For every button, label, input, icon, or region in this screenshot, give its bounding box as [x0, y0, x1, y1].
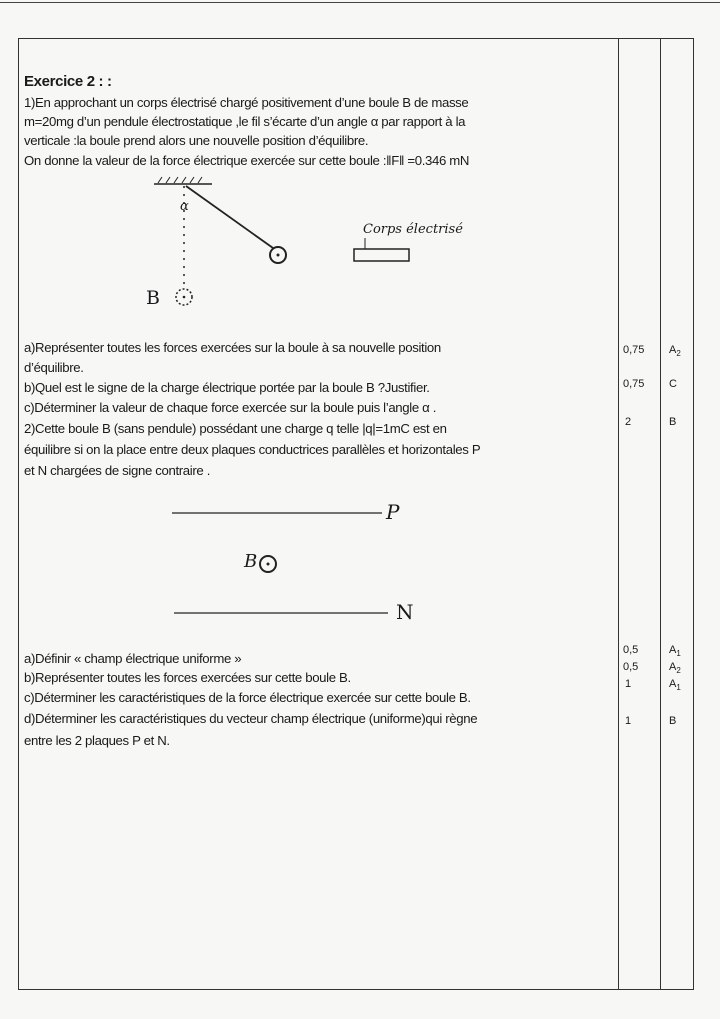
- plates-figure: [160, 500, 400, 625]
- top-border: [0, 2, 720, 3]
- intro-line: 1)En approchant un corps électrisé chargé positivement d’une boule B de masse: [24, 95, 469, 110]
- ball-label: B: [146, 287, 160, 309]
- support-hatching: [158, 177, 202, 183]
- intro-line: verticale :la boule prend alors une nouvelle position d’équilibre.: [24, 133, 369, 148]
- question-line: entre les 2 plaques P et N.: [24, 733, 170, 748]
- exercise-title: Exercice 2 : :: [24, 73, 112, 90]
- pendulum-figure: [140, 170, 480, 315]
- question-line: b)Quel est le signe de la charge électrique portée par la boule B ?Justifier.: [24, 380, 430, 395]
- score-level: C: [669, 378, 677, 390]
- score-level: $A_2$: [669, 661, 681, 676]
- question-line: et N chargées de signe contraire .: [24, 463, 211, 478]
- score-points: 0,75: [623, 378, 645, 390]
- level-column-divider: [660, 38, 661, 990]
- score-points: 1: [625, 678, 632, 690]
- intro-line: On donne la valeur de la force électrique exercée sur cette boule :‖F‖ =0.346 mN: [24, 153, 470, 168]
- score-level: B: [669, 416, 677, 428]
- score-level: B: [669, 715, 677, 727]
- ball-b-label: B: [244, 551, 258, 572]
- score-points: 2: [625, 416, 632, 428]
- score-points: 1: [625, 715, 632, 727]
- points-column-divider: [618, 38, 619, 990]
- alpha-label: α: [180, 199, 189, 214]
- question-line: c)Déterminer les caractéristiques de la force électrique exercée sur cette boule B.: [24, 690, 471, 705]
- question-line: d)Déterminer les caractéristiques du vecteur champ électrique (uniforme)qui règne: [24, 711, 478, 726]
- score-points: 0,75: [623, 344, 645, 356]
- score-level: $A_2$: [669, 344, 681, 359]
- question-line: d’équilibre.: [24, 360, 84, 375]
- string: [186, 186, 273, 248]
- score-level: $A_1$: [669, 644, 681, 659]
- question-line: c)Déterminer la valeur de chaque force exercée sur la boule puis l’angle α .: [24, 400, 437, 415]
- charged-body: [354, 249, 409, 261]
- plate-n-label: N: [396, 600, 414, 624]
- charged-body-label: Corps électrisé: [363, 222, 463, 237]
- score-level: $A_1$: [669, 678, 681, 693]
- question-line: équilibre si on la place entre deux plaques conductrices parallèles et horizontales P: [24, 442, 481, 457]
- question-line: 2)Cette boule B (sans pendule) possédant une charge q telle |q|=1mC est en: [24, 421, 447, 436]
- intro-line: m=20mg d’un pendule électrostatique ,le fil s’écarte d’un angle α par rapport à la: [24, 114, 466, 129]
- question-line: a)Définir « champ électrique uniforme »: [24, 651, 242, 666]
- score-points: 0,5: [623, 661, 639, 673]
- score-points: 0,5: [623, 644, 639, 656]
- question-line: b)Représenter toutes les forces exercées sur cette boule B.: [24, 670, 351, 685]
- question-line: a)Représenter toutes les forces exercées sur la boule à sa nouvelle position: [24, 340, 441, 355]
- plate-p-label: P: [386, 500, 400, 524]
